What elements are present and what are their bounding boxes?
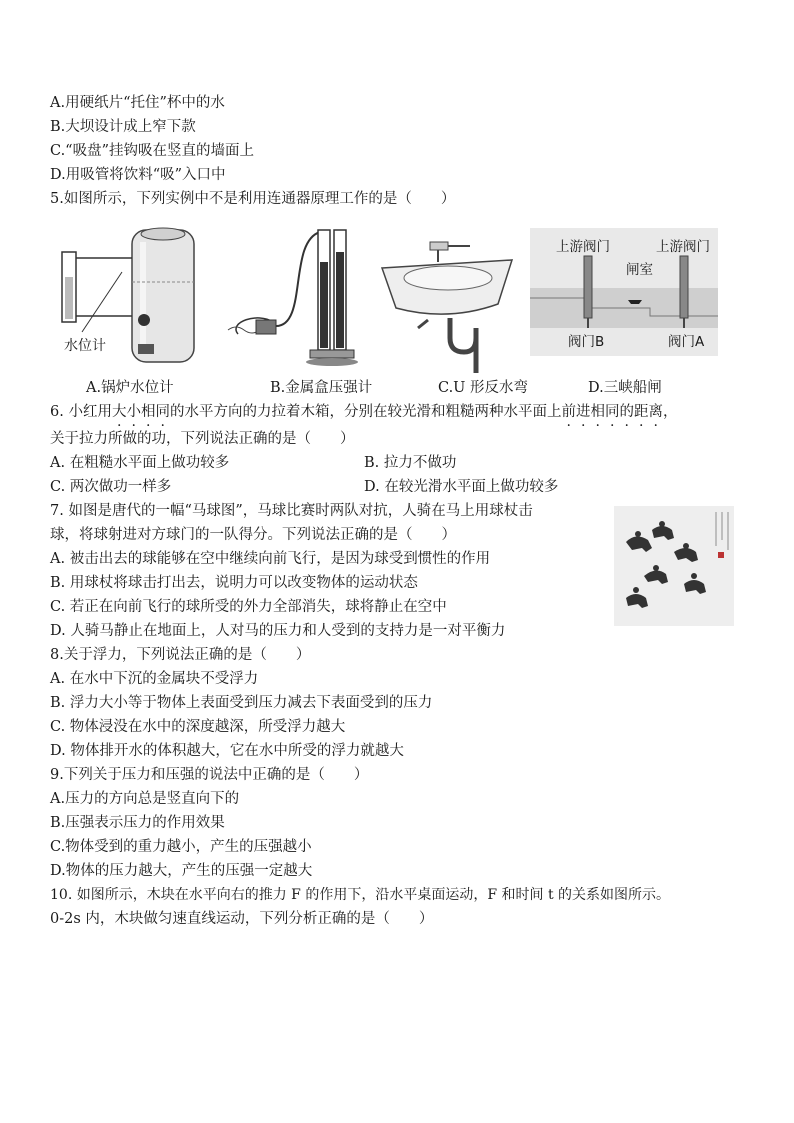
q6-emphasis-char: 相	[140, 404, 156, 420]
q7-option-a: A. 被击出去的球能够在空中继续向前飞行，是因为球受到惯性的作用	[50, 551, 491, 567]
q6-stem-line2: 关于拉力所做的功，下列说法正确的是（ ）	[50, 431, 355, 447]
q5-caption-b: B.金属盒压强计	[270, 380, 373, 396]
q6-option-c: C. 两次做功一样多	[50, 479, 172, 495]
q6-option-d: D. 在较光滑水平面上做功较多	[364, 479, 559, 495]
q4-option-b: B.大坝设计成上窄下款	[50, 119, 196, 135]
q8-option-b: B. 浮力大小等于物体上表面受到压力减去下表面受到的压力	[50, 695, 433, 711]
q8-option-a: A. 在水中下沉的金属块不受浮力	[50, 671, 259, 687]
q9-option-c: C.物体受到的重力越小，产生的压强越小	[50, 839, 312, 855]
q6-emphasis-char: 同	[604, 404, 620, 420]
q9-option-b: B.压强表示压力的作用效果	[50, 815, 225, 831]
q6-emphasis-char: 同	[155, 404, 170, 420]
q5-caption-d: D.三峡船闸	[588, 380, 662, 396]
q8-stem: 8.关于浮力，下列说法正确的是（ ）	[50, 647, 311, 663]
q6-emphasis-char: 的	[619, 404, 634, 420]
q6-text-part2: 的水平方向的力拉着木箱，分别在较光滑和粗糙两种水平面上	[169, 404, 562, 420]
u-trap-sink-figure	[378, 228, 518, 373]
q4-option-d: D.用吸管将饮料“吸”入口中	[50, 167, 226, 183]
polo-painting-figure	[614, 506, 734, 626]
q4-option-a: A.用硬纸片“托住”杯中的水	[50, 95, 225, 111]
q8-option-d: D. 物体排开水的体积越大，它在水中所受的浮力就越大	[50, 743, 404, 759]
q6-stem-line1	[50, 402, 677, 422]
q5-caption-a: A.锅炉水位计	[86, 380, 174, 396]
q9-stem: 9.下列关于压力和压强的说法中正确的是（ ）	[50, 767, 369, 783]
lock-chamber-label: 闸室	[626, 262, 653, 278]
lock-upstream-left-label: 上游阀门	[556, 239, 610, 255]
q5-stem: 5.如图所示，下列实例中不是利用连通器原理工作的是（ ）	[50, 191, 456, 207]
q6-emphasis-char: 距	[633, 404, 649, 420]
lock-valve-b-label: 阀门B	[568, 334, 605, 350]
q8-option-c: C. 物体浸没在水中的深度越深，所受浮力越大	[50, 719, 346, 735]
q7-option-d: D. 人骑马静止在地面上，人对马的压力和人受到的支持力是一对平衡力	[50, 623, 506, 639]
q7-stem-line2: 球，将球射进对方球门的一队得分。下列说法正确的是（ ）	[50, 527, 456, 543]
lock-upstream-right-label: 上游阀门	[656, 239, 710, 255]
q6-emphasis-char: 小	[126, 404, 141, 420]
q10-stem-line1: 10. 如图所示，木块在水平向右的推力 F 的作用下，沿水平桌面运动，F 和时间 t 的关系如图所示。	[50, 887, 671, 903]
metal-box-manometer-figure	[218, 222, 368, 372]
lock-valve-a-label: 阀门A	[668, 334, 705, 350]
q9-option-d: D.物体的压力越大，产生的压强一定越大	[50, 863, 313, 879]
q6-emphasis-char: 相	[590, 404, 605, 420]
q6-option-a: A. 在粗糙水平面上做功较多	[50, 455, 230, 471]
q7-option-c: C. 若正在向前飞行的球所受的外力全部消失，球将静止在空中	[50, 599, 447, 615]
q6-emphasis-char: 进	[575, 404, 591, 420]
q6-option-b: B. 拉力不做功	[364, 455, 457, 471]
q6-text-part1: 6. 小红用	[50, 404, 112, 420]
boiler-gauge-label: 水位计	[64, 338, 106, 354]
q7-stem-line1: 7. 如图是唐代的一幅“马球图”，马球比赛时两队对抗，人骑在马上用球杖击	[50, 503, 533, 519]
q4-option-c: C.“吸盘”挂钩吸在竖直的墙面上	[50, 143, 255, 159]
q9-option-a: A.压力的方向总是竖直向下的	[50, 791, 240, 807]
q6-emphasis-char: 离	[648, 404, 663, 420]
q10-stem-line2: 0-2s 内，木块做匀速直线运动，下列分析正确的是（ ）	[50, 911, 434, 927]
q7-option-b: B. 用球杖将球击打出去，说明力可以改变物体的运动状态	[50, 575, 418, 591]
q6-emphasis-char: 前	[561, 404, 576, 420]
q6-emphasis-char: 大	[111, 404, 127, 420]
q6-text-part3: ，	[662, 404, 678, 420]
q5-caption-c: C.U 形反水弯	[438, 380, 529, 396]
